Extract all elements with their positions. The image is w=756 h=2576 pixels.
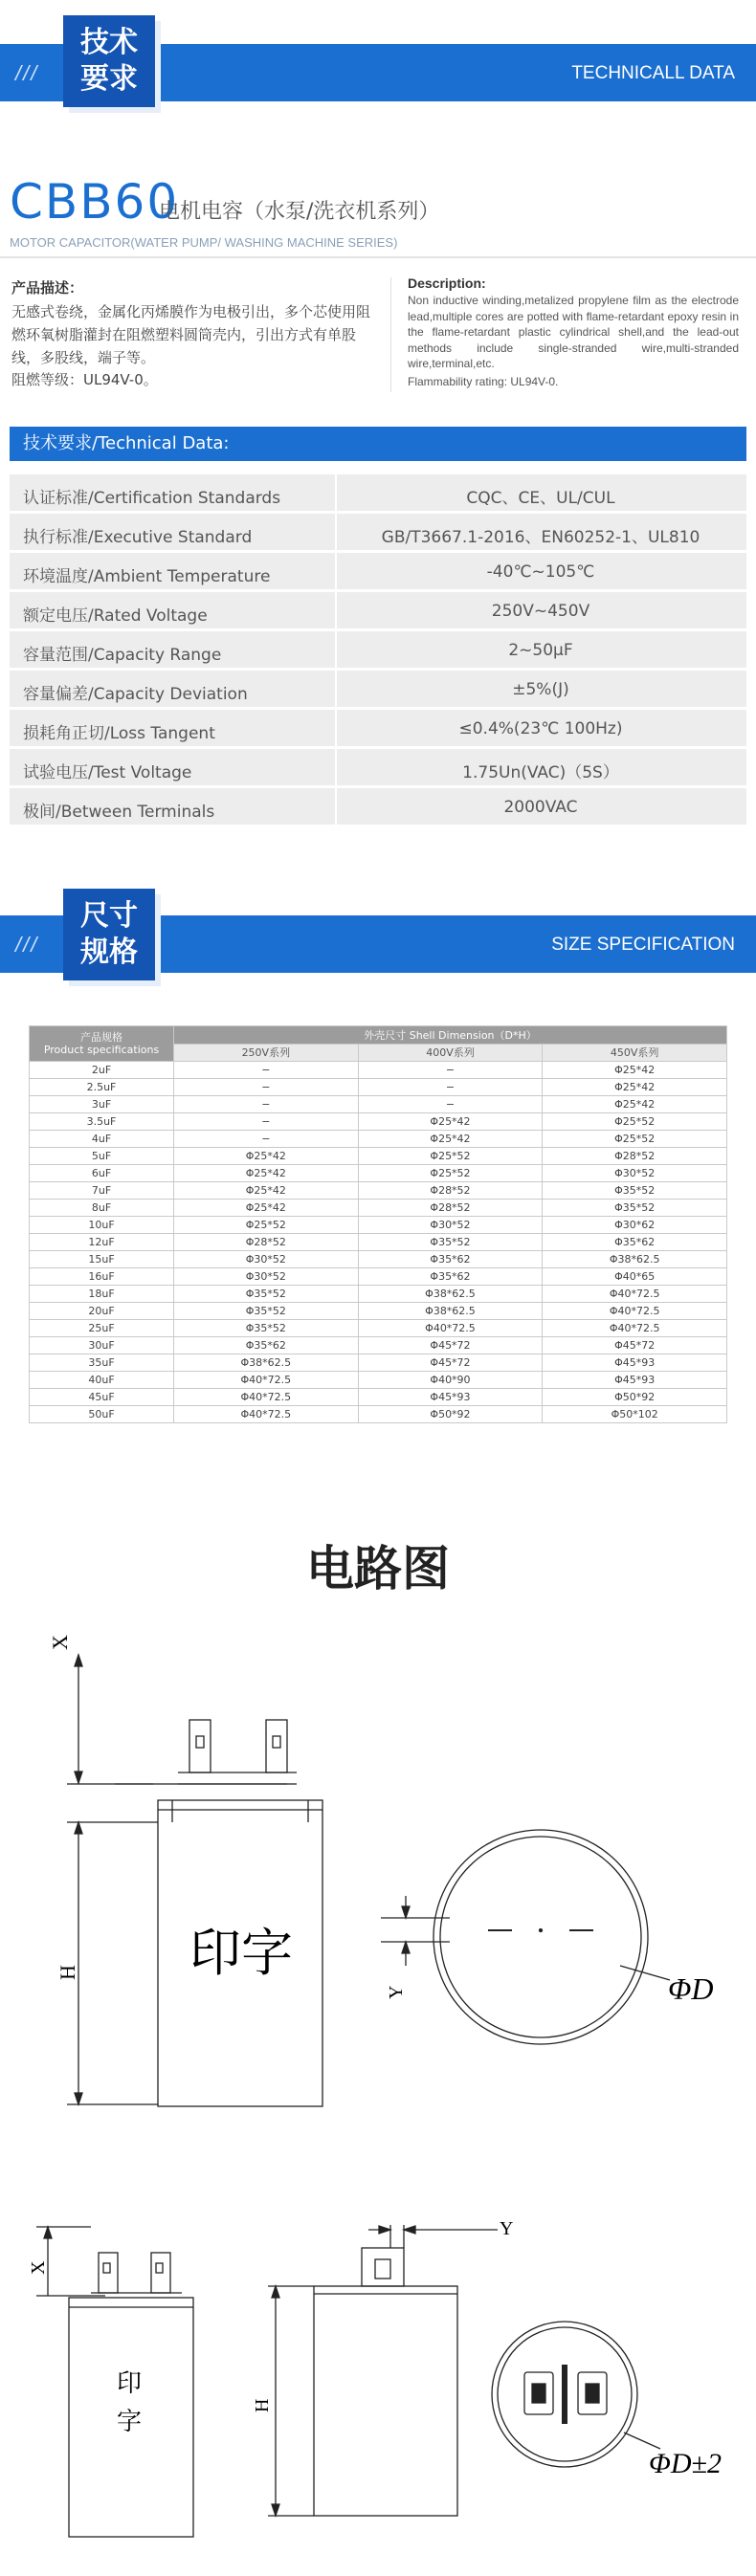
tech-row-key: 损耗角正切/Loss Tangent bbox=[23, 724, 215, 743]
spec-header-cn: 产品规格 bbox=[80, 1031, 122, 1044]
technical-data-header: 技术要求/Technical Data: bbox=[10, 427, 746, 461]
capacitance-cell: 35uF bbox=[30, 1354, 174, 1372]
tech-row bbox=[10, 631, 746, 668]
dimension-cell: Φ45*72 bbox=[358, 1337, 543, 1354]
size-table-spec-header bbox=[30, 1026, 174, 1062]
capacitance-cell: 8uF bbox=[30, 1200, 174, 1217]
tech-row-value: ±5%(J) bbox=[512, 680, 569, 699]
capacitor-side-view-1 bbox=[67, 1588, 322, 2576]
desc-en-title: Description: bbox=[408, 275, 486, 291]
capacitance-cell: 25uF bbox=[30, 1320, 174, 1337]
dimension-cell: Φ35*52 bbox=[174, 1320, 359, 1337]
label-x-1: X bbox=[48, 1635, 72, 1650]
capacitance-cell: 3.5uF bbox=[30, 1113, 174, 1131]
dimension-cell: Φ38*62.5 bbox=[543, 1251, 727, 1268]
dimension-cell: − bbox=[358, 1062, 543, 1079]
dimension-cell: Φ40*72.5 bbox=[174, 1406, 359, 1423]
spec-header-en: Product specifications bbox=[43, 1044, 160, 1056]
tech-row-value: CQC、CE、UL/CUL bbox=[466, 489, 615, 508]
table-row bbox=[30, 1182, 727, 1200]
capacitance-cell: 12uF bbox=[30, 1234, 174, 1251]
dimension-cell: Φ35*62 bbox=[543, 1234, 727, 1251]
desc-vertical-divider bbox=[390, 277, 391, 392]
dimension-cell: Φ40*72.5 bbox=[543, 1286, 727, 1303]
print-char-1: 印 bbox=[117, 2369, 143, 2397]
dimension-cell: − bbox=[174, 1062, 359, 1079]
capacitance-cell: 2.5uF bbox=[30, 1079, 174, 1096]
dimension-cell: Φ25*42 bbox=[174, 1148, 359, 1165]
capacitance-cell: 20uF bbox=[30, 1303, 174, 1320]
capacitance-cell: 30uF bbox=[30, 1337, 174, 1354]
dimension-cell: Φ25*42 bbox=[543, 1079, 727, 1096]
tech-badge bbox=[63, 15, 155, 107]
size-badge-line1: 尺寸 bbox=[80, 899, 138, 933]
size-table bbox=[29, 1025, 727, 1423]
tech-row bbox=[10, 592, 746, 628]
dimension-cell: Φ38*62.5 bbox=[358, 1286, 543, 1303]
dimension-cell: Φ50*102 bbox=[543, 1406, 727, 1423]
dimension-cell: Φ35*52 bbox=[358, 1234, 543, 1251]
table-row bbox=[30, 1062, 727, 1079]
capacitance-cell: 45uF bbox=[30, 1389, 174, 1406]
dimension-cell: Φ35*62 bbox=[358, 1251, 543, 1268]
flammability-en: Flammability rating: UL94V-0. bbox=[408, 375, 559, 388]
label-y-1: Y bbox=[386, 1985, 407, 1999]
tech-row-key: 容量偏差/Capacity Deviation bbox=[23, 685, 248, 704]
size-bar-label: SIZE SPECIFICATION bbox=[551, 935, 735, 955]
bar-slashes: /// bbox=[15, 61, 39, 85]
table-row bbox=[30, 1406, 727, 1423]
dimension-cell: Φ40*72.5 bbox=[543, 1320, 727, 1337]
desc-en: Non inductive winding,metalized propylene film as the electrode lead,multiple cores are potted with flame-retardant epoxy resin in the flame-retardant plastic cylindrical shell,and the lead-out methods include single-stranded wire,multi-stranded wire,terminal,etc. bbox=[408, 294, 739, 370]
dimension-cell: Φ35*62 bbox=[174, 1337, 359, 1354]
tech-row-key: 试验电压/Test Voltage bbox=[23, 763, 192, 782]
dimension-cell: Φ30*52 bbox=[174, 1268, 359, 1286]
dimension-cell: − bbox=[174, 1079, 359, 1096]
dimension-cell: Φ30*52 bbox=[358, 1217, 543, 1234]
dimension-cell: Φ50*92 bbox=[543, 1389, 727, 1406]
table-row bbox=[30, 1079, 727, 1096]
table-row bbox=[30, 1131, 727, 1148]
dimension-cell: Φ30*52 bbox=[543, 1165, 727, 1182]
dimension-cell: − bbox=[358, 1079, 543, 1096]
tech-row-value: ≤0.4%(23℃ 100Hz) bbox=[458, 719, 623, 738]
dimension-cell: Φ35*52 bbox=[174, 1303, 359, 1320]
table-row bbox=[30, 1286, 727, 1303]
dimension-cell: Φ30*52 bbox=[174, 1251, 359, 1268]
capacitor-top-view-2 bbox=[492, 2322, 660, 2467]
table-row bbox=[30, 1234, 727, 1251]
dimension-cell: − bbox=[358, 1096, 543, 1113]
dimension-cell: Φ40*72.5 bbox=[174, 1389, 359, 1406]
dimension-cell: Φ45*72 bbox=[358, 1354, 543, 1372]
dimension-cell: − bbox=[174, 1113, 359, 1131]
capacitance-cell: 7uF bbox=[30, 1182, 174, 1200]
dimension-cell: Φ30*62 bbox=[543, 1217, 727, 1234]
tech-row-key: 容量范围/Capacity Range bbox=[23, 646, 222, 665]
product-model: CBB60 bbox=[10, 174, 180, 230]
table-row bbox=[30, 1320, 727, 1337]
tech-row-value: 2000VAC bbox=[503, 798, 578, 817]
dimension-cell: Φ40*72.5 bbox=[543, 1303, 727, 1320]
tech-row-key: 执行标准/Executive Standard bbox=[23, 528, 253, 547]
dimension-cell: Φ25*42 bbox=[358, 1131, 543, 1148]
dimension-cell: Φ35*62 bbox=[358, 1268, 543, 1286]
table-row bbox=[30, 1354, 727, 1372]
tech-row-value: GB/T3667.1-2016、EN60252-1、UL810 bbox=[381, 528, 700, 547]
tech-row bbox=[10, 514, 746, 550]
dimension-cell: Φ25*42 bbox=[358, 1113, 543, 1131]
dimension-cell: Φ40*72.5 bbox=[174, 1372, 359, 1389]
print-label-1: 印字 bbox=[189, 1925, 293, 1982]
capacitance-cell: 6uF bbox=[30, 1165, 174, 1182]
tech-badge-line1: 技术 bbox=[80, 26, 138, 59]
tech-row-value: -40℃~105℃ bbox=[486, 562, 595, 582]
tech-bar-label: TECHNICALL DATA bbox=[571, 63, 735, 83]
tech-row-key: 极间/Between Terminals bbox=[23, 803, 215, 822]
label-h-2: H bbox=[252, 2398, 273, 2412]
dimension-cell: Φ45*93 bbox=[358, 1389, 543, 1406]
voltage-250-header: 250V系列 bbox=[174, 1044, 359, 1062]
dimension-cell: − bbox=[174, 1096, 359, 1113]
dimension-cell: Φ25*52 bbox=[543, 1131, 727, 1148]
dimension-cell: Φ35*52 bbox=[174, 1286, 359, 1303]
capacitance-cell: 4uF bbox=[30, 1131, 174, 1148]
table-row bbox=[30, 1148, 727, 1165]
tech-row-value: 1.75Un(VAC)（5S） bbox=[462, 763, 619, 782]
tech-row bbox=[10, 710, 746, 746]
dimension-cell: Φ25*52 bbox=[358, 1165, 543, 1182]
dimension-drawing bbox=[0, 1588, 756, 2576]
tech-row bbox=[10, 749, 746, 785]
tech-row-key: 环境温度/Ambient Temperature bbox=[23, 567, 271, 586]
table-row bbox=[30, 1372, 727, 1389]
tech-row-key: 额定电压/Rated Voltage bbox=[23, 606, 208, 626]
capacitance-cell: 3uF bbox=[30, 1096, 174, 1113]
bar-slashes: /// bbox=[15, 933, 39, 957]
dimension-cell: Φ28*52 bbox=[543, 1148, 727, 1165]
dimension-cell: Φ25*42 bbox=[174, 1165, 359, 1182]
capacitance-cell: 15uF bbox=[30, 1251, 174, 1268]
size-table-dim-header: 外壳尺寸 Shell Dimension（D*H） bbox=[174, 1026, 727, 1045]
size-table-body bbox=[30, 1062, 727, 1423]
flammability-cn: 阻燃等级：UL94V-0。 bbox=[11, 371, 158, 388]
voltage-400-header: 400V系列 bbox=[358, 1044, 543, 1062]
table-row bbox=[30, 1251, 727, 1268]
capacitor-side-view-2 bbox=[36, 2227, 193, 2537]
dimension-cell: Φ40*72.5 bbox=[358, 1320, 543, 1337]
capacitance-cell: 10uF bbox=[30, 1217, 174, 1234]
capacitance-cell: 2uF bbox=[30, 1062, 174, 1079]
dimension-cell: Φ50*92 bbox=[358, 1406, 543, 1423]
divider bbox=[0, 256, 756, 258]
label-y-2: Y bbox=[500, 2218, 514, 2239]
dimension-cell: Φ28*52 bbox=[174, 1234, 359, 1251]
table-row bbox=[30, 1389, 727, 1406]
voltage-450-header: 450V系列 bbox=[543, 1044, 727, 1062]
dimension-cell: Φ28*52 bbox=[358, 1182, 543, 1200]
dimension-cell: Φ25*52 bbox=[174, 1217, 359, 1234]
print-char-2: 字 bbox=[117, 2408, 143, 2435]
capacitance-cell: 16uF bbox=[30, 1268, 174, 1286]
dimension-cell: Φ45*93 bbox=[543, 1354, 727, 1372]
desc-cn: 无感式卷绕，金属化丙烯膜作为电极引出，多个芯使用阻燃环氧树脂灌封在阻燃塑料圆筒壳内，引出方式有单股线，多股线，端子等。 bbox=[11, 303, 371, 366]
capacitance-cell: 5uF bbox=[30, 1148, 174, 1165]
diagram-title: 电路图 bbox=[306, 1541, 450, 1596]
dimension-cell: Φ35*52 bbox=[543, 1182, 727, 1200]
size-badge bbox=[63, 889, 155, 980]
capacitance-cell: 18uF bbox=[30, 1286, 174, 1303]
label-d-tol: ΦD±2 bbox=[649, 2448, 722, 2479]
dimension-cell: Φ40*90 bbox=[358, 1372, 543, 1389]
capacitance-cell: 40uF bbox=[30, 1372, 174, 1389]
tech-row bbox=[10, 553, 746, 589]
table-row bbox=[30, 1217, 727, 1234]
dimension-cell: Φ25*42 bbox=[543, 1096, 727, 1113]
tech-badge-line2: 要求 bbox=[80, 62, 138, 96]
dimension-cell: Φ25*42 bbox=[174, 1200, 359, 1217]
table-row bbox=[30, 1165, 727, 1182]
dimension-cell: Φ28*52 bbox=[358, 1200, 543, 1217]
dimension-cell: Φ38*62.5 bbox=[358, 1303, 543, 1320]
capacitor-top-view-1 bbox=[381, 1830, 670, 2044]
tech-row-value: 2~50μF bbox=[508, 641, 573, 660]
product-subtitle-cn: 电机电容（水泵/洗衣机系列） bbox=[159, 200, 440, 224]
table-row bbox=[30, 1113, 727, 1131]
product-subtitle-en: MOTOR CAPACITOR(WATER PUMP/ WASHING MACHINE SERIES) bbox=[10, 235, 398, 250]
table-row bbox=[30, 1200, 727, 1217]
dimension-cell: Φ25*42 bbox=[543, 1062, 727, 1079]
size-badge-line2: 规格 bbox=[80, 936, 138, 969]
label-h-1: H bbox=[56, 1965, 79, 1980]
dimension-cell: Φ45*93 bbox=[543, 1372, 727, 1389]
table-row bbox=[30, 1337, 727, 1354]
tech-row bbox=[10, 671, 746, 707]
tech-row bbox=[10, 474, 746, 511]
table-row bbox=[30, 1268, 727, 1286]
table-row bbox=[30, 1303, 727, 1320]
dimension-cell: Φ45*72 bbox=[543, 1337, 727, 1354]
dimension-cell: Φ38*62.5 bbox=[174, 1354, 359, 1372]
capacitance-cell: 50uF bbox=[30, 1406, 174, 1423]
tech-row-key: 认证标准/Certification Standards bbox=[23, 489, 281, 508]
capacitor-side-view-3 bbox=[268, 2225, 498, 2516]
label-d-1: ΦD bbox=[668, 1971, 714, 2006]
dimension-cell: Φ35*52 bbox=[543, 1200, 727, 1217]
table-row bbox=[30, 1096, 727, 1113]
tech-row bbox=[10, 788, 746, 825]
tech-row-value: 250V~450V bbox=[491, 602, 590, 621]
dimension-cell: Φ40*65 bbox=[543, 1268, 727, 1286]
desc-cn-title: 产品描述： bbox=[11, 279, 84, 297]
dimension-cell: Φ25*52 bbox=[543, 1113, 727, 1131]
label-x-2: X bbox=[28, 2260, 49, 2275]
dimension-cell: Φ25*42 bbox=[174, 1182, 359, 1200]
dimension-cell: Φ25*52 bbox=[358, 1148, 543, 1165]
dimension-cell: − bbox=[174, 1131, 359, 1148]
